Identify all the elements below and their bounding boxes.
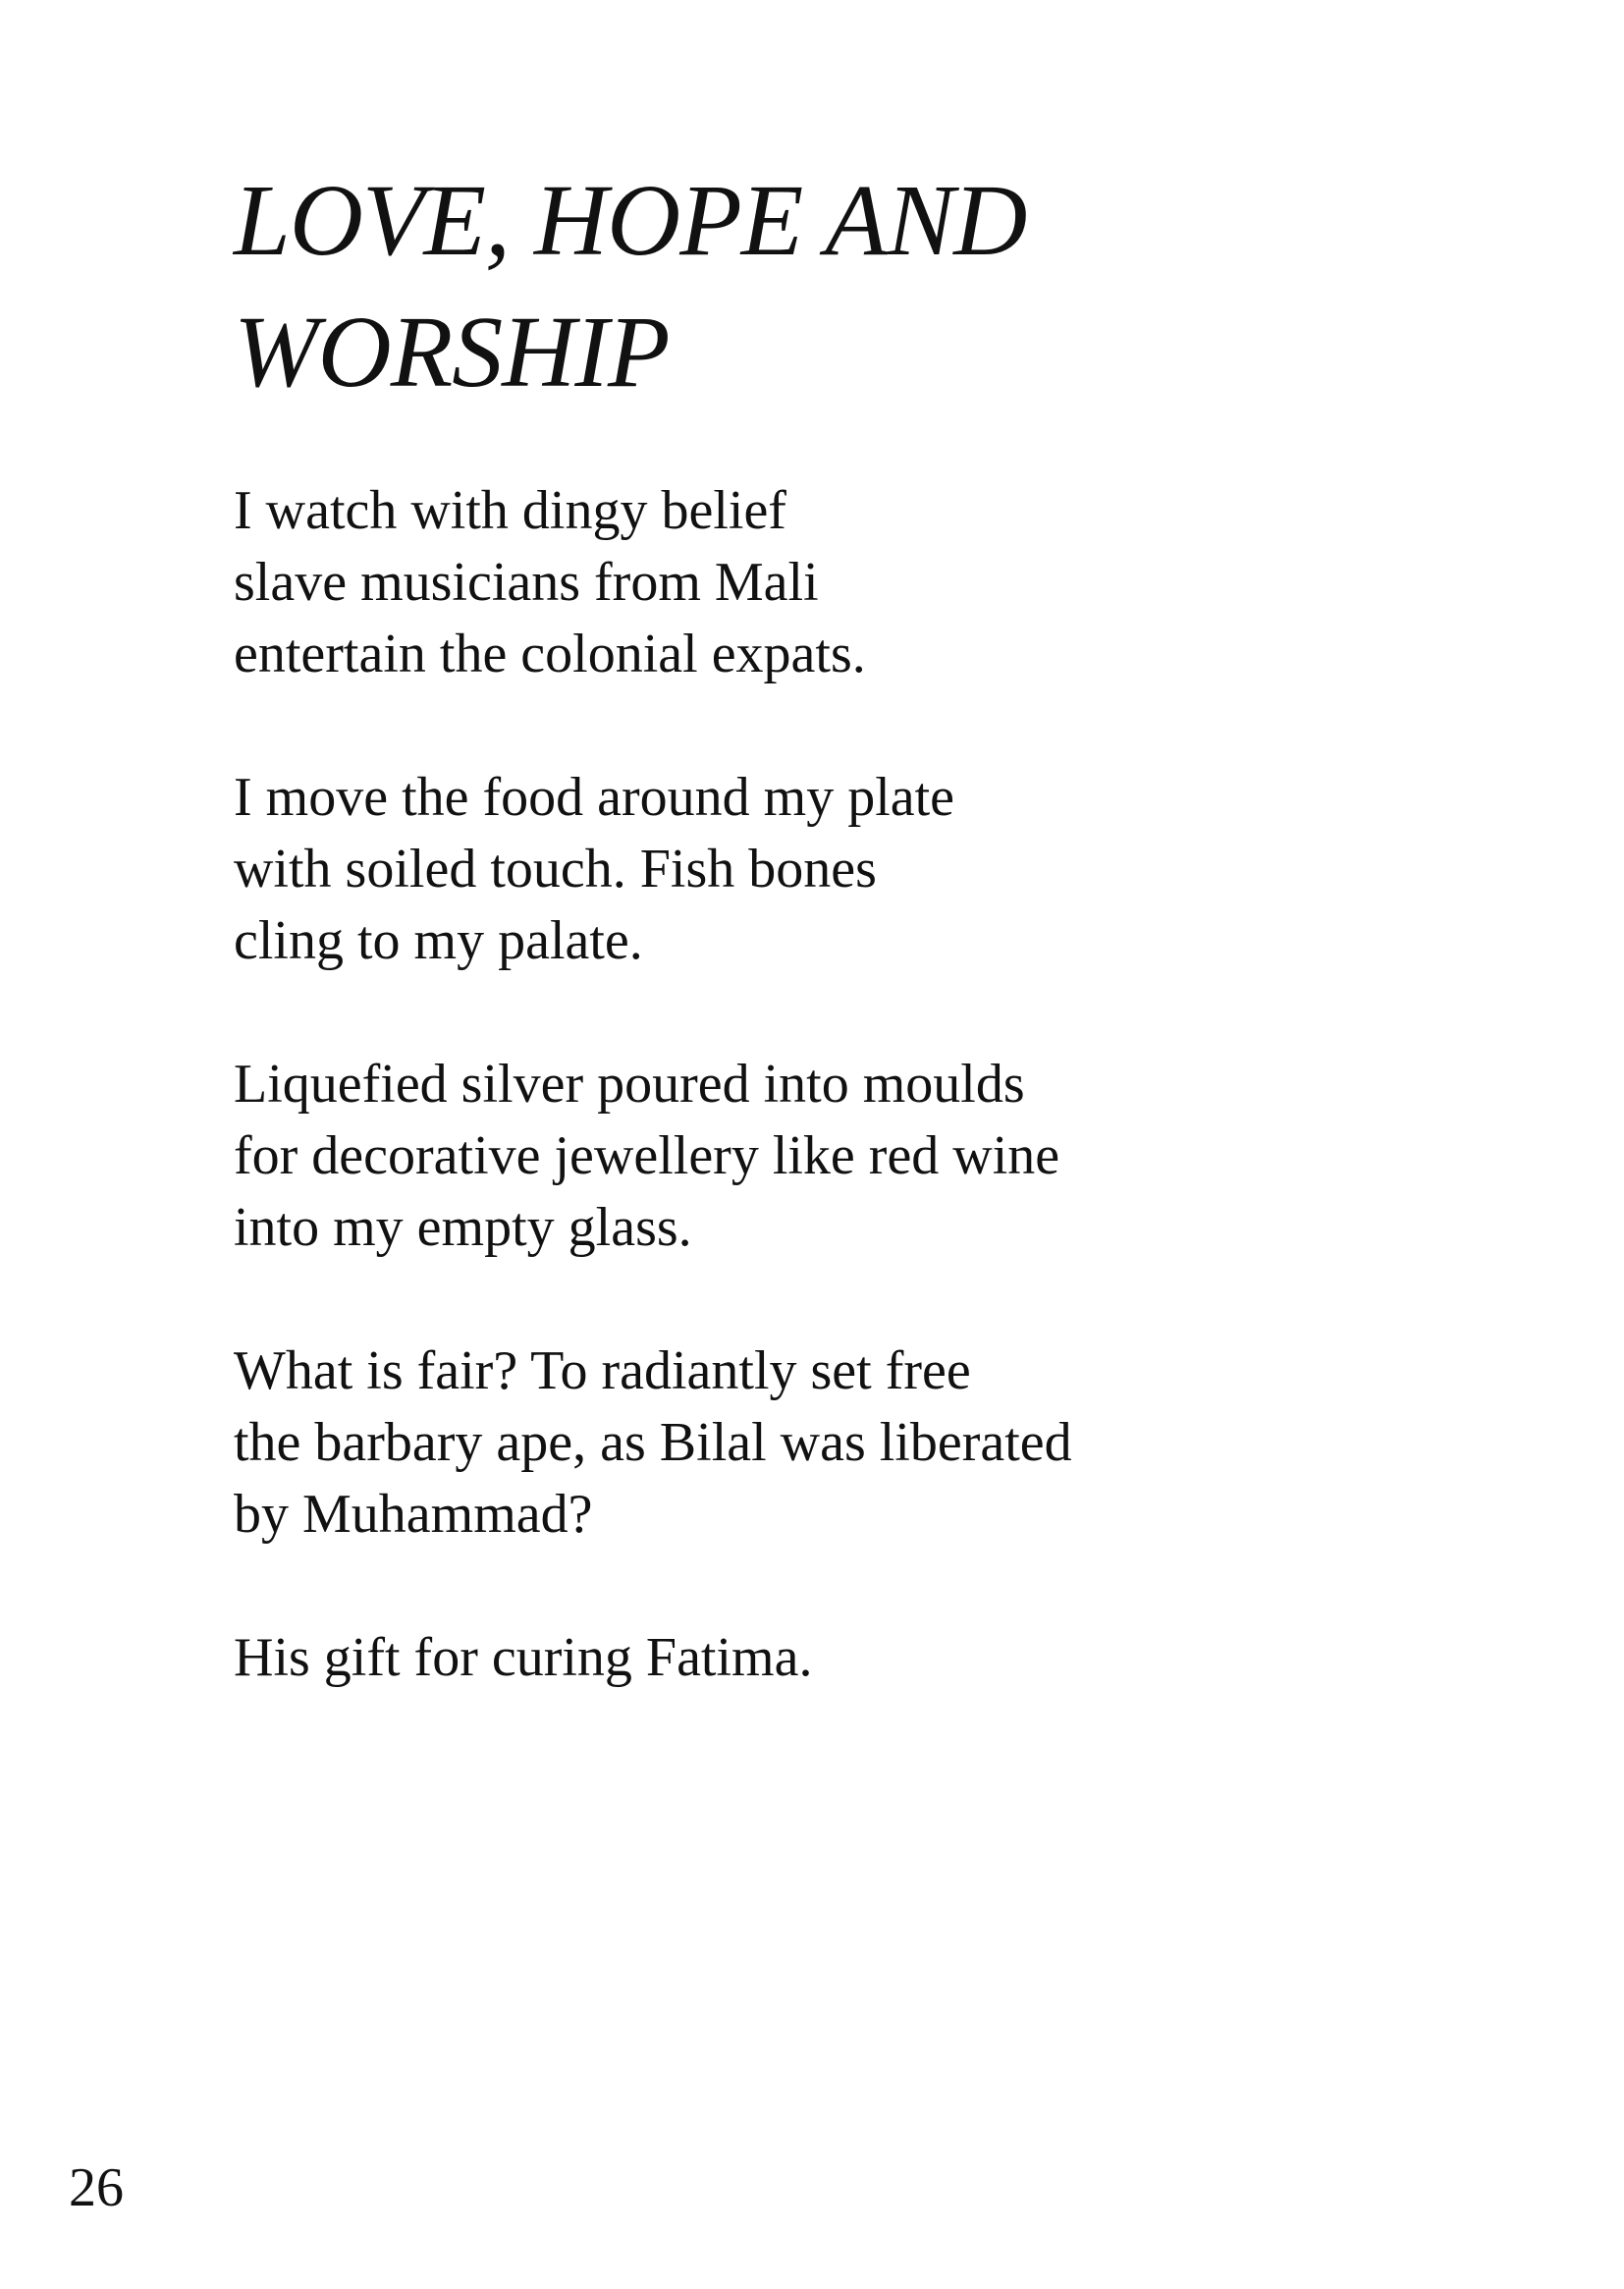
stanza: [234, 475, 1510, 690]
stanza: [234, 1335, 1510, 1551]
poem-line: Liquefied silver poured into moulds: [234, 1054, 1025, 1115]
poem-title: [234, 155, 1412, 418]
poem-line: entertain the colonial expats.: [234, 624, 866, 684]
poem-line: with soiled touch. Fish bones: [234, 839, 877, 899]
page-number: 26: [69, 2157, 124, 2218]
stanza: [234, 762, 1510, 977]
poem-body: [234, 475, 1510, 1766]
poem-line: by Muhammad?: [234, 1484, 593, 1545]
stanza: [234, 1049, 1510, 1264]
poem-line: What is fair? To radiantly set free: [234, 1340, 971, 1401]
poem-line: cling to my palate.: [234, 910, 643, 971]
poem-line: His gift for curing Fatima.: [234, 1627, 813, 1688]
poem-line: I watch with dingy belief: [234, 480, 786, 541]
poem-line: the barbary ape, as Bilal was liberated: [234, 1412, 1072, 1473]
poem-title-line: WORSHIP: [234, 296, 670, 409]
poem-line: for decorative jewellery like red wine: [234, 1125, 1060, 1186]
poem-line: I move the food around my plate: [234, 767, 955, 828]
poem-line: slave musicians from Mali: [234, 552, 819, 613]
poem-line: into my empty glass.: [234, 1197, 692, 1258]
poem-title-line: LOVE, HOPE AND: [234, 164, 1027, 277]
stanza: [234, 1622, 1510, 1694]
